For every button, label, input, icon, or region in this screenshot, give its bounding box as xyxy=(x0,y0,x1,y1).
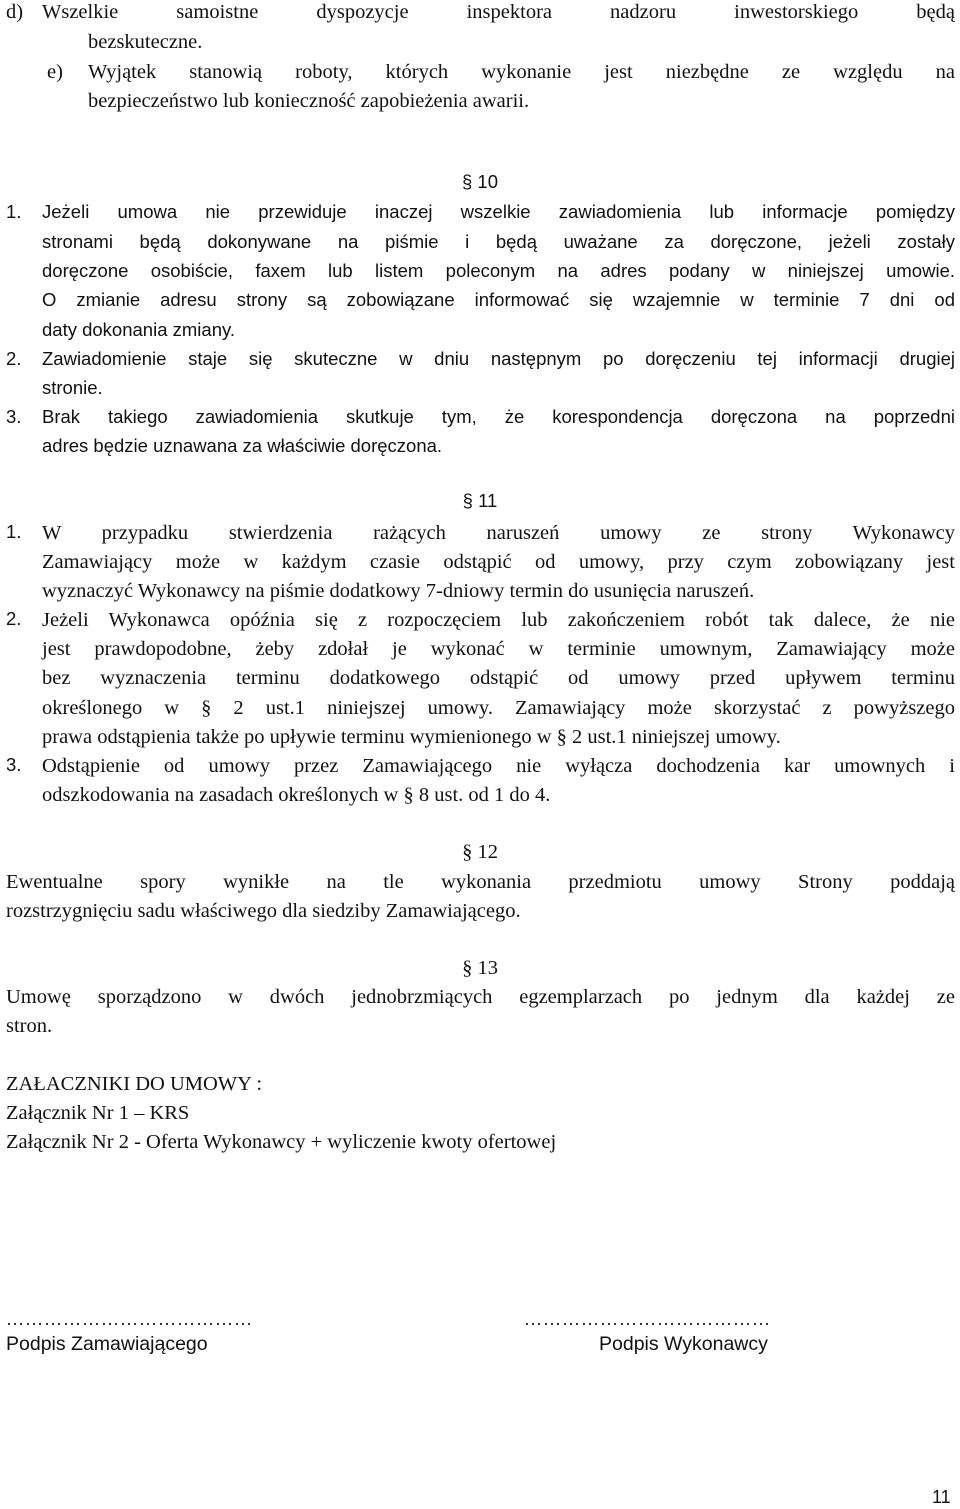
s11-p3-line: Odstąpienie od umowy przez Zamawiającego nie wyłącza dochodzenia kar umownych i xyxy=(42,755,955,777)
section-10-heading: § 10 xyxy=(461,171,498,192)
s13-line: stron. xyxy=(6,1015,53,1037)
s11-p1-line: W przypadku stwierdzenia rażących naruszeń umowy ze strony Wykonawcy xyxy=(42,522,955,544)
item-d-label: d) xyxy=(6,1,24,23)
s10-p1-number: 1. xyxy=(6,201,22,222)
s12-line: Ewentualne spory wynikłe na tle wykonania przedmiotu umowy Strony poddają xyxy=(6,871,955,893)
s10-p1-line: O zmianie adresu strony są zobowiązane informować się wzajemnie w terminie 7 dni od xyxy=(42,289,955,310)
s10-p3-line: adres będzie uznawana za właściwie doręczona. xyxy=(42,435,443,456)
item-d-line2: bezskuteczne. xyxy=(88,31,203,53)
s11-p2-line: jest prawdopodobne, żeby zdołał je wykonać w terminie umownym, Zamawiający może xyxy=(42,638,955,660)
s11-p2-number: 2. xyxy=(6,608,22,629)
item-d-line1: Wszelkie samoistne dyspozycje inspektora nadzoru inwestorskiego będą xyxy=(42,1,955,23)
signature-label-left: Podpis Zamawiającego xyxy=(6,1333,208,1355)
s11-p1-number: 1. xyxy=(6,521,22,542)
section-11-heading: § 11 xyxy=(462,490,498,511)
section-12-heading: § 12 xyxy=(462,841,498,863)
s10-p1-line: doręczone osobiście, faxem lub listem poleconym na adres podany w niniejszej umowie. xyxy=(42,260,955,281)
s11-p2-line: prawa odstąpienia także po upływie terminu wymienionego w § 2 ust.1 niniejszej umowy. xyxy=(42,726,781,748)
s11-p2-line: Jeżeli Wykonawca opóźnia się z rozpoczęciem lub zakończeniem robót tak dalece, że nie xyxy=(42,609,955,631)
item-e-line1: Wyjątek stanowią roboty, których wykonanie jest niezbędne ze względu na xyxy=(88,61,955,83)
item-e-label: e) xyxy=(47,61,63,83)
s10-p3-line: Brak takiego zawiadomienia skutkuje tym, że korespondencja doręczona na poprzedni xyxy=(42,406,955,427)
s10-p3-number: 3. xyxy=(6,406,22,427)
s11-p1-line: wyznaczyć Wykonawcy na piśmie dodatkowy 7-dniowy termin do usunięcia naruszeń. xyxy=(42,580,755,602)
page-number: 11 xyxy=(932,1487,951,1507)
s10-p1-line: stronami będą dokonywane na piśmie i będą uważane za doręczone, jeżeli zostały xyxy=(42,231,955,252)
s11-p3-number: 3. xyxy=(6,754,22,775)
attachments-title: ZAŁACZNIKI DO UMOWY : xyxy=(6,1073,263,1095)
s10-p2-number: 2. xyxy=(6,348,22,369)
signature-line-right: ………………………………… xyxy=(524,1309,771,1329)
signature-line-left: ………………………………… xyxy=(6,1309,253,1329)
s12-line: rozstrzygnięciu sadu właściwego dla siedziby Zamawiającego. xyxy=(6,900,521,922)
s10-p2-line: stronie. xyxy=(42,377,103,398)
section-13-heading: § 13 xyxy=(462,957,498,979)
s10-p1-line: daty dokonania zmiany. xyxy=(42,319,235,340)
s11-p2-line: bez wyznaczenia terminu dodatkowego odstąpić od umowy przed upływem terminu xyxy=(42,667,955,689)
s10-p2-line: Zawiadomienie staje się skuteczne w dniu następnym po doręczeniu tej informacji drugiej xyxy=(42,348,955,369)
s11-p3-line: odszkodowania na zasadach określonych w § 8 ust. od 1 do 4. xyxy=(42,784,551,806)
s10-p1-line: Jeżeli umowa nie przewiduje inaczej wszelkie zawiadomienia lub informacje pomiędzy xyxy=(42,201,955,222)
attachment-item: Załącznik Nr 1 – KRS xyxy=(6,1102,190,1124)
item-e-line2: bezpieczeństwo lub konieczność zapobieżenia awarii. xyxy=(88,90,530,112)
s13-line: Umowę sporządzono w dwóch jednobrzmiących egzemplarzach po jednym dla każdej ze xyxy=(6,986,955,1008)
signature-label-right: Podpis Wykonawcy xyxy=(599,1333,768,1355)
s11-p2-line: określonego w § 2 ust.1 niniejszej umowy. Zamawiający może skorzystać z powyższego xyxy=(42,697,955,719)
s11-p1-line: Zamawiający może w każdym czasie odstąpić od umowy, przy czym zobowiązany jest xyxy=(42,551,955,573)
attachment-item: Załącznik Nr 2 - Oferta Wykonawcy + wyliczenie kwoty ofertowej xyxy=(6,1131,557,1153)
